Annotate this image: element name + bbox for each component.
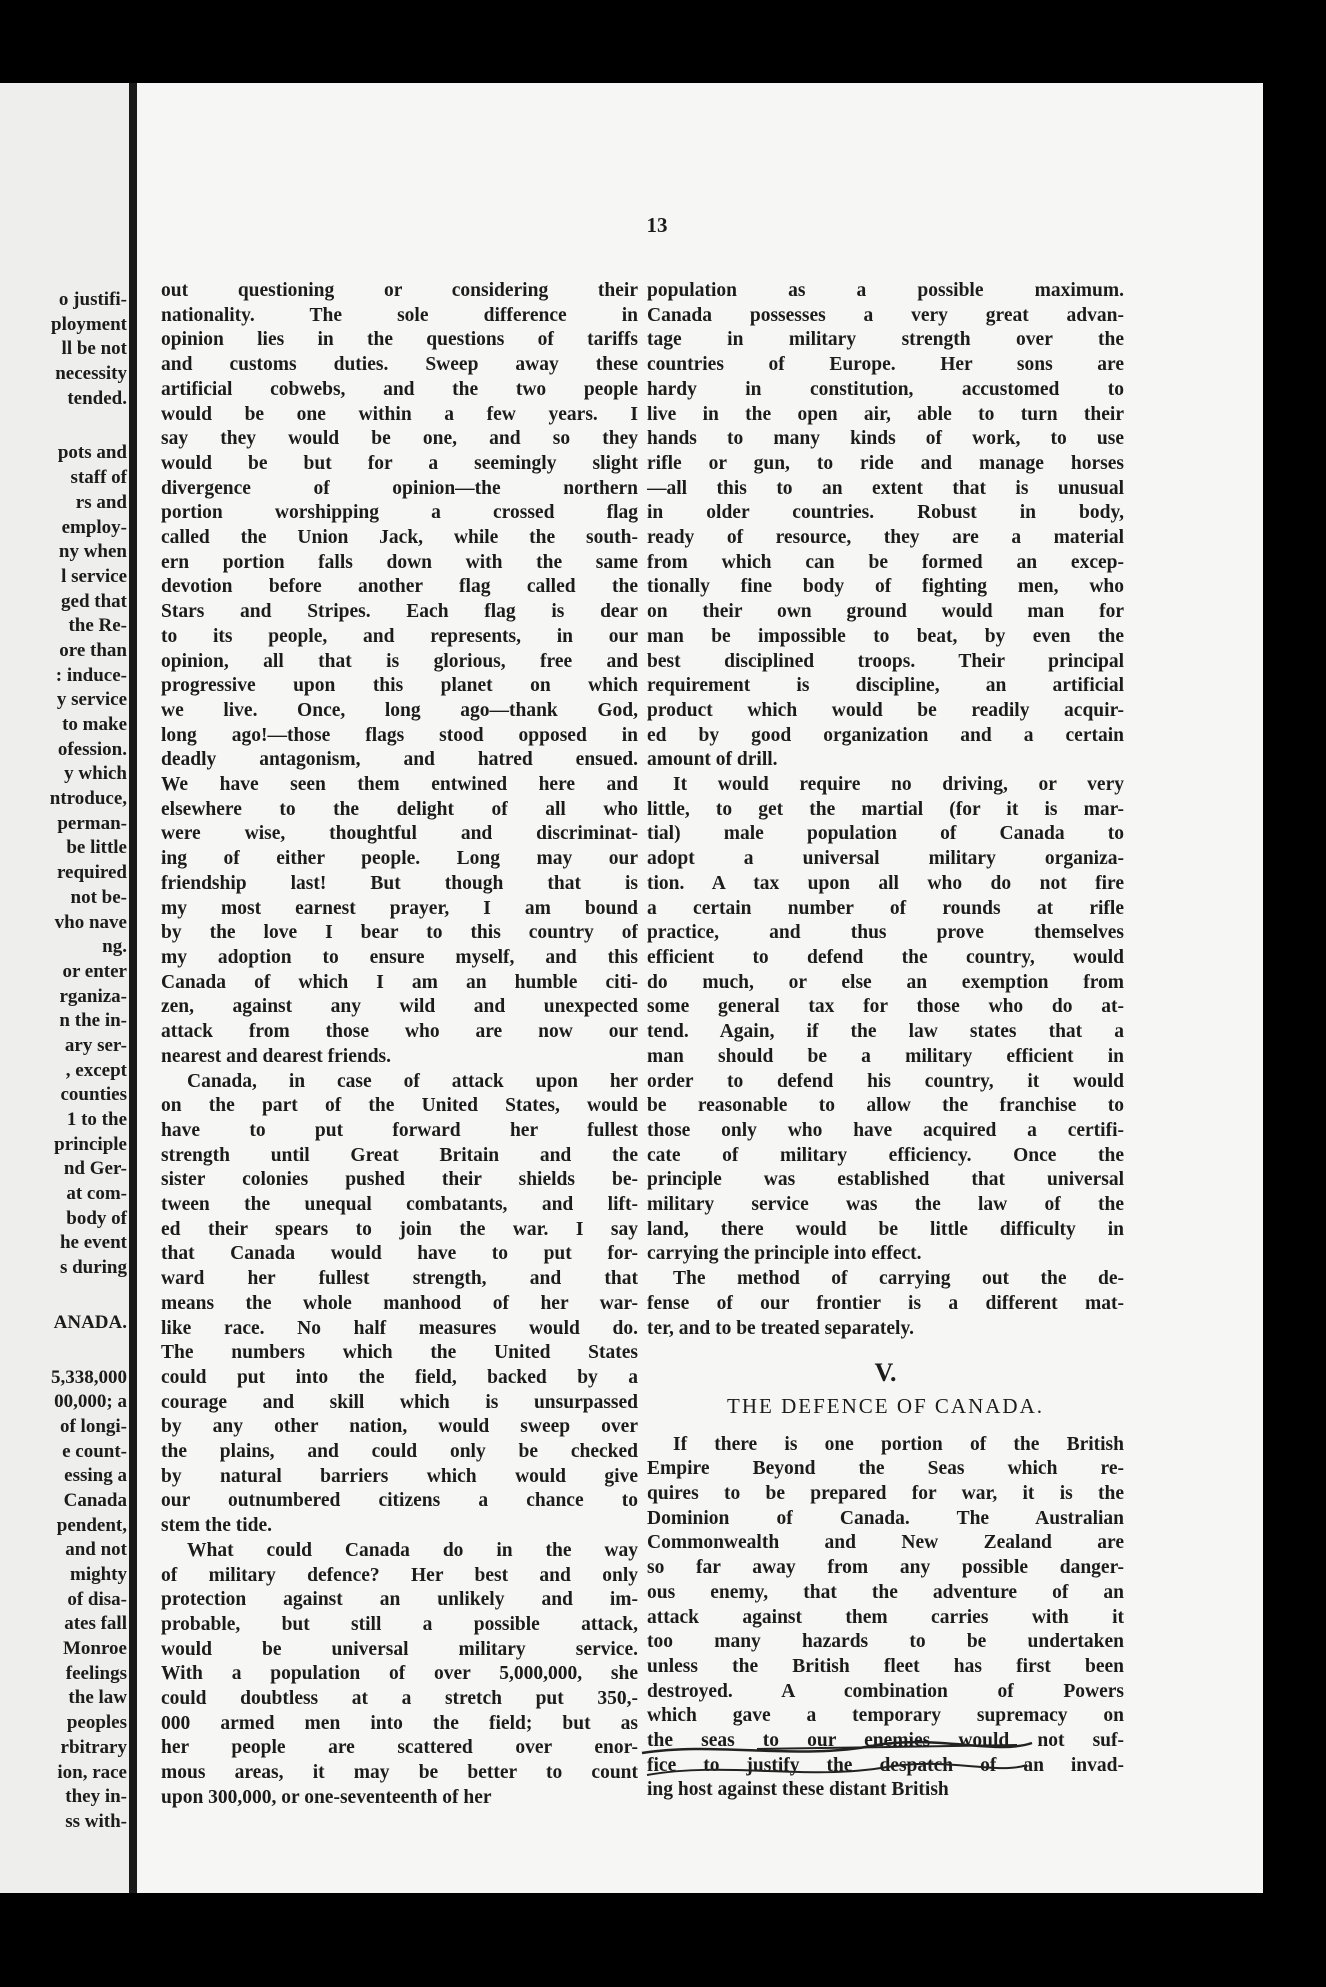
text-line: portion worshipping a crossed flag bbox=[161, 502, 638, 524]
left-fragment-line: o justifi- bbox=[58, 289, 127, 310]
text-line: order to defend his country, it would bbox=[647, 1070, 1124, 1092]
text-line: of military defence? Her best and only bbox=[161, 1564, 638, 1586]
left-fragment-line: staff of bbox=[70, 467, 127, 489]
text-line: our outnumbered citizens a chance to bbox=[161, 1490, 638, 1512]
left-fragment-line: ng. bbox=[102, 936, 127, 958]
text-line: Dominion of Canada. The Australian bbox=[647, 1507, 1124, 1529]
text-line: What could Canada do in the way bbox=[187, 1539, 638, 1561]
text-line: ter, and to be treated separately. bbox=[647, 1317, 915, 1339]
left-fragment-line: ged that bbox=[61, 590, 127, 612]
text-line: devotion before another flag called the bbox=[161, 576, 638, 598]
text-line: attack from those who are now our bbox=[161, 1021, 638, 1043]
text-line: opinion lies in the questions of tariffs bbox=[161, 329, 638, 351]
text-line: ready of resource, they are a material bbox=[647, 527, 1124, 549]
text-line: amount of drill. bbox=[647, 749, 778, 771]
text-line: were wise, thoughtful and discriminat- bbox=[161, 823, 638, 845]
text-line: Canada, in case of attack upon her bbox=[187, 1070, 638, 1092]
text-line: hands to many kinds of work, to use bbox=[647, 428, 1124, 450]
text-line: and customs duties. Sweep away these bbox=[161, 354, 638, 376]
text-line: means the whole manhood of her war- bbox=[161, 1292, 638, 1314]
text-line: opinion, all that is glorious, free and bbox=[161, 650, 638, 672]
text-line: long ago!—those flags stood opposed in bbox=[161, 724, 638, 746]
text-line: destroyed. A combination of Powers bbox=[647, 1680, 1124, 1702]
left-fragment-line: , except bbox=[65, 1059, 127, 1081]
left-fragment-line: principle bbox=[54, 1133, 127, 1155]
text-line: man should be a military efficient in bbox=[647, 1045, 1124, 1067]
page-gutter bbox=[129, 83, 137, 1893]
left-fragment-line: pots and bbox=[57, 442, 127, 464]
text-line: Commonwealth and New Zealand are bbox=[647, 1532, 1124, 1554]
left-fragment-line: rbitrary bbox=[60, 1736, 127, 1758]
text-line: population as a possible maximum. bbox=[647, 280, 1124, 301]
text-line: protection against an unlikely and im- bbox=[161, 1589, 638, 1611]
text-line: 000 armed men into the field; but as bbox=[161, 1712, 638, 1734]
left-fragment-line: n the in- bbox=[59, 1010, 127, 1032]
left-fragment-line: pendent, bbox=[56, 1514, 127, 1536]
left-fragment-line: ny when bbox=[58, 541, 127, 563]
left-fragment-line: ployment bbox=[51, 313, 127, 335]
left-fragment-line: be little bbox=[66, 837, 127, 859]
left-fragment-line: 1 to the bbox=[66, 1109, 127, 1130]
left-fragment-line: ss with- bbox=[65, 1810, 127, 1832]
left-fragment-line bbox=[2, 1281, 127, 1311]
text-line: tionally fine body of fighting men, who bbox=[647, 576, 1124, 598]
text-line: that Canada would have to put for- bbox=[161, 1243, 638, 1265]
text-line: would be but for a seemingly slight bbox=[161, 452, 638, 474]
text-line: could put into the field, backed by a bbox=[161, 1366, 638, 1388]
section-numeral: V. bbox=[874, 1358, 897, 1388]
text-line: fense of our frontier is a different mat- bbox=[647, 1292, 1124, 1314]
left-fragment-line: essing a bbox=[64, 1465, 127, 1487]
text-line: have to put forward her fullest bbox=[161, 1119, 638, 1141]
page bbox=[137, 83, 1263, 1893]
text-line: mous areas, it may be better to count bbox=[161, 1762, 638, 1784]
text-line: cate of military efficiency. Once the bbox=[647, 1144, 1124, 1166]
text-line: divergence of opinion—the northern bbox=[161, 477, 638, 499]
text-line: ous enemy, that the adventure of an bbox=[647, 1581, 1124, 1603]
left-fragment-line: l service bbox=[61, 565, 127, 587]
left-fragment-line: y which bbox=[64, 763, 127, 785]
text-line: hardy in constitution, accustomed to bbox=[647, 378, 1124, 400]
text-line: tion. A tax upon all who do not fire bbox=[647, 872, 1124, 894]
text-line: carrying the principle into effect. bbox=[647, 1243, 922, 1265]
text-line: sister colonies pushed their shields be- bbox=[161, 1169, 638, 1191]
left-fragment-line: and not bbox=[65, 1539, 127, 1561]
left-fragment-line: ion, race bbox=[57, 1761, 127, 1783]
text-line: Canada possesses a very great advan- bbox=[647, 304, 1124, 326]
left-fragment-line: : induce- bbox=[55, 664, 127, 686]
text-line: little, to get the martial (for it is mar- bbox=[647, 798, 1124, 820]
left-fragment-line: he event bbox=[59, 1232, 127, 1254]
left-fragment-line: of disa- bbox=[67, 1588, 127, 1610]
text-line: principle was established that universal bbox=[647, 1169, 1124, 1191]
left-fragment-line: nd Ger- bbox=[63, 1158, 127, 1180]
text-column-middle bbox=[161, 279, 638, 1811]
text-line: attack against them carries with it bbox=[647, 1606, 1124, 1628]
text-line: Empire Beyond the Seas which re- bbox=[647, 1458, 1124, 1480]
left-fragment-line: vho nave bbox=[54, 911, 127, 933]
text-line: efficient to defend the country, would bbox=[647, 946, 1124, 968]
left-fragment-line: ary ser- bbox=[64, 1034, 127, 1056]
left-fragment-line: perman- bbox=[57, 812, 127, 834]
text-line: Canada of which I am an humble citi- bbox=[161, 971, 638, 993]
page-number: 13 bbox=[646, 213, 668, 237]
left-fragment-line: body of bbox=[66, 1207, 127, 1229]
text-line: we live. Once, long ago—thank God, bbox=[161, 699, 638, 721]
text-line: be reasonable to allow the franchise to bbox=[647, 1095, 1124, 1117]
left-fragment-line: Monroe bbox=[62, 1638, 127, 1660]
text-line: We have seen them entwined here and bbox=[161, 774, 638, 796]
left-fragment-line: to make bbox=[62, 714, 127, 735]
text-line: It would require no driving, or very bbox=[673, 774, 1124, 796]
text-line: land, there would be little difficulty in bbox=[647, 1218, 1124, 1240]
text-line: could doubtless at a stretch put 350,- bbox=[161, 1688, 638, 1710]
text-line: like race. No half measures would do. bbox=[161, 1317, 638, 1339]
left-fragment-line: the Re- bbox=[68, 615, 127, 637]
text-line: in older countries. Robust in body, bbox=[647, 502, 1124, 524]
text-line: zen, against any wild and unexpected bbox=[161, 996, 638, 1018]
left-fragment-line: ntroduce, bbox=[49, 788, 127, 810]
text-line: stem the tide. bbox=[161, 1515, 273, 1537]
text-line: out questioning or considering their bbox=[161, 280, 638, 301]
left-fragment-line: 5,338,000 bbox=[51, 1366, 127, 1388]
text-line: those only who have acquired a certifi- bbox=[647, 1119, 1124, 1141]
text-line: —all this to an extent that is unusual bbox=[647, 477, 1124, 499]
left-fragment-line: e count- bbox=[62, 1440, 127, 1462]
text-line: rifle or gun, to ride and manage horses bbox=[647, 452, 1124, 474]
text-line: on their own ground would man for bbox=[647, 601, 1124, 623]
text-line: called the Union Jack, while the south- bbox=[161, 527, 638, 549]
text-line: The method of carrying out the de- bbox=[673, 1268, 1124, 1290]
text-line: say they would be one, and so they bbox=[161, 428, 638, 450]
left-fragment-line: employ- bbox=[61, 516, 127, 538]
text-line: do much, or else an exemption from bbox=[647, 971, 1124, 993]
text-line: best disciplined troops. Their principal bbox=[647, 650, 1124, 672]
text-line: deadly antagonism, and hatred ensued. bbox=[161, 749, 638, 771]
left-fragment-line: tended. bbox=[67, 387, 127, 409]
text-line: adopt a universal military organiza- bbox=[647, 848, 1124, 870]
text-line: her people are scattered over enor- bbox=[161, 1737, 638, 1759]
left-fragment-line: Canada bbox=[63, 1489, 127, 1511]
text-line: friendship last! But though that is bbox=[161, 872, 638, 894]
text-line: the plains, and could only be checked bbox=[161, 1441, 638, 1463]
text-line: artificial cobwebs, and the two people bbox=[161, 378, 638, 400]
text-line: nationality. The sole difference in bbox=[161, 304, 638, 326]
text-line: quires to be prepared for war, it is the bbox=[647, 1483, 1124, 1505]
text-line: a certain number of rounds at rifle bbox=[647, 897, 1124, 919]
previous-page-strip bbox=[0, 83, 137, 1893]
text-block-right-top bbox=[647, 279, 1124, 1341]
text-line: tial) male population of Canada to bbox=[647, 823, 1124, 845]
left-fragment-line: feelings bbox=[65, 1662, 127, 1684]
text-line: tend. Again, if the law states that a bbox=[647, 1021, 1124, 1043]
left-fragment-line: necessity bbox=[55, 363, 127, 385]
previous-page-text-fragments bbox=[2, 288, 127, 1835]
text-line: which gave a temporary supremacy on bbox=[647, 1705, 1124, 1727]
text-column-right bbox=[647, 279, 1124, 1803]
text-line: progressive upon this planet on which bbox=[161, 675, 638, 697]
text-line: some general tax for those who do at- bbox=[647, 996, 1124, 1018]
text-line: Stars and Stripes. Each flag is dear bbox=[161, 601, 638, 623]
text-line: ing host against these distant British bbox=[647, 1779, 949, 1801]
text-line: elsewhere to the delight of all who bbox=[161, 798, 638, 820]
text-line: requirement is discipline, an artificial bbox=[647, 675, 1124, 697]
text-line: would be one within a few years. I bbox=[161, 403, 638, 425]
left-fragment-line: or enter bbox=[62, 960, 127, 982]
text-line: ern portion falls down with the same bbox=[161, 551, 638, 573]
left-fragment-line: rs and bbox=[75, 491, 127, 513]
left-fragment-line: peoples bbox=[66, 1712, 127, 1734]
left-fragment-line: required bbox=[56, 862, 127, 884]
left-fragment-line: ofession. bbox=[57, 738, 127, 760]
text-line: product which would be readily acquir- bbox=[647, 699, 1124, 721]
left-fragment-line bbox=[2, 1336, 127, 1366]
left-fragment-line: of longi- bbox=[59, 1415, 127, 1437]
text-line: ing of either people. Long may our bbox=[161, 848, 638, 870]
text-line: tween the unequal combatants, and lift- bbox=[161, 1194, 638, 1216]
left-fragment-line: mighty bbox=[70, 1564, 127, 1585]
left-fragment-line: ll be not bbox=[61, 338, 127, 360]
text-line: from which can be formed an excep- bbox=[647, 551, 1124, 573]
text-line: strength until Great Britain and the bbox=[161, 1144, 638, 1166]
text-line: the seas to our enemies would not suf- bbox=[647, 1730, 1124, 1752]
left-fragment-line: ates fall bbox=[64, 1613, 127, 1635]
text-line: upon 300,000, or one-seventeenth of her bbox=[161, 1786, 492, 1808]
left-fragment-line: they in- bbox=[65, 1786, 127, 1808]
text-line: countries of Europe. Her sons are bbox=[647, 354, 1124, 376]
text-line: my most earnest prayer, I am bound bbox=[161, 897, 638, 919]
text-line: If there is one portion of the British bbox=[673, 1433, 1124, 1455]
left-fragment-line: at com- bbox=[66, 1183, 127, 1205]
left-fragment-line: y service bbox=[56, 689, 127, 711]
handwritten-strikethrough-mark bbox=[637, 1731, 1037, 1791]
text-line: fice to justify the despatch of an invad- bbox=[647, 1754, 1124, 1776]
text-line: military service was the law of the bbox=[647, 1194, 1124, 1216]
section-heading: THE DEFENCE OF CANADA. bbox=[727, 1393, 1044, 1418]
text-line: ed by good organization and a certain bbox=[647, 724, 1124, 746]
text-line: tage in military strength over the bbox=[647, 329, 1124, 351]
left-fragment-line: 00,000; a bbox=[54, 1391, 127, 1413]
text-line: on the part of the United States, would bbox=[161, 1095, 638, 1117]
text-line: ed their spears to join the war. I say bbox=[161, 1218, 638, 1240]
text-line: by any other nation, would sweep over bbox=[161, 1416, 638, 1438]
text-line: unless the British fleet has first been bbox=[647, 1655, 1124, 1677]
text-line: live in the open air, able to turn their bbox=[647, 403, 1124, 425]
text-line: by the love I bear to this country of bbox=[161, 922, 638, 944]
left-fragment-line: rganiza- bbox=[59, 985, 127, 1007]
text-line: so far away from any possible danger- bbox=[647, 1557, 1124, 1579]
text-line: by natural barriers which would give bbox=[161, 1465, 638, 1487]
left-fragment-line: the law bbox=[68, 1687, 127, 1709]
left-fragment-line bbox=[2, 411, 127, 441]
left-fragment-line: s during bbox=[59, 1257, 127, 1279]
text-line: man be impossible to beat, by even the bbox=[647, 625, 1124, 647]
text-line: ward her fullest strength, and that bbox=[161, 1268, 638, 1290]
text-line: too many hazards to be undertaken bbox=[647, 1631, 1124, 1653]
text-line: my adoption to ensure myself, and this bbox=[161, 946, 638, 968]
text-line: practice, and thus prove themselves bbox=[647, 922, 1124, 944]
text-line: nearest and dearest friends. bbox=[161, 1045, 392, 1067]
text-line: to its people, and represents, in our bbox=[161, 625, 638, 647]
text-line: With a population of over 5,000,000, she bbox=[161, 1663, 638, 1685]
left-fragment-line: counties bbox=[60, 1084, 127, 1106]
text-line: would be universal military service. bbox=[161, 1638, 638, 1660]
left-fragment-line: not be- bbox=[70, 886, 127, 908]
left-fragment-line: ore than bbox=[59, 639, 127, 661]
left-fragment-line: ANADA. bbox=[53, 1311, 127, 1333]
text-line: probable, but still a possible attack, bbox=[161, 1613, 638, 1635]
text-line: The numbers which the United States bbox=[161, 1342, 638, 1364]
text-line: courage and skill which is unsurpassed bbox=[161, 1391, 638, 1413]
